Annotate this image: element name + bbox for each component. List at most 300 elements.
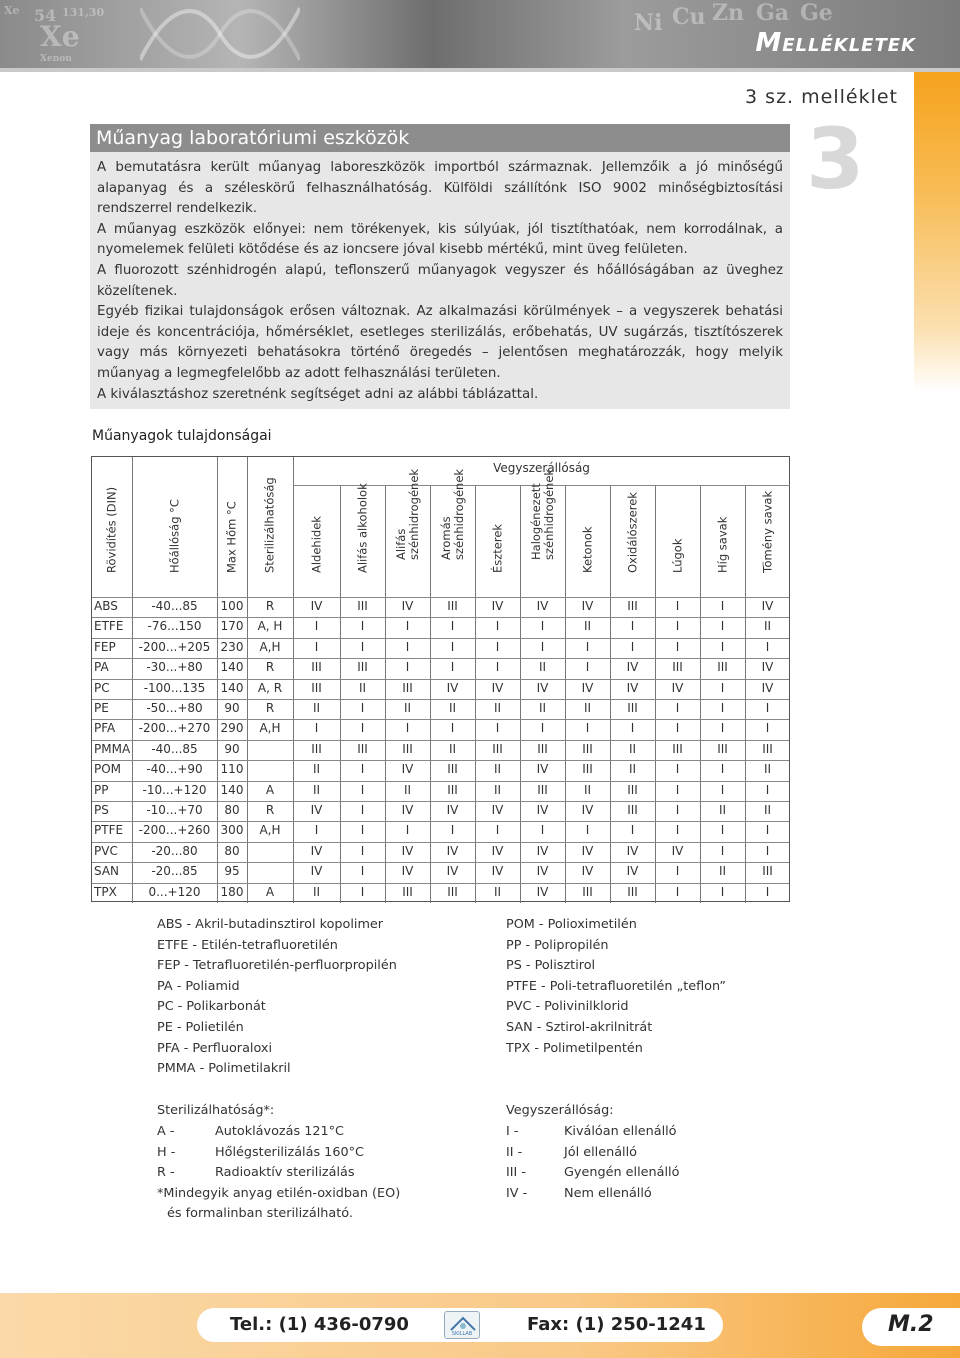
table-cell: III bbox=[627, 782, 638, 797]
table-cell: IV bbox=[491, 803, 504, 817]
table-row-label: PFA bbox=[94, 721, 116, 736]
table-cell: IV bbox=[536, 884, 549, 899]
table-cell: I bbox=[360, 823, 365, 838]
table-row-label: PVC bbox=[94, 843, 118, 858]
table-cell: A, H bbox=[257, 619, 283, 634]
table-row-label: PE bbox=[94, 701, 109, 715]
table-cell: I bbox=[360, 864, 365, 879]
table-row-label: ABS bbox=[94, 599, 118, 613]
table-cell: I bbox=[720, 884, 725, 899]
abbreviation: ETFE - Etilén-tetrafluoretilén bbox=[157, 937, 338, 953]
column-header bbox=[660, 476, 696, 586]
table-cell: -30...+80 bbox=[146, 660, 203, 675]
table-cell: I bbox=[585, 660, 590, 675]
table-cell: A,H bbox=[259, 721, 281, 736]
table-cell: R bbox=[265, 599, 275, 613]
abbreviation: PFA - Perfluoraloxi bbox=[157, 1040, 273, 1056]
table-cell: II bbox=[403, 782, 412, 797]
table-row-label: ETFE bbox=[94, 619, 124, 634]
table-cell: I bbox=[765, 843, 770, 858]
table-cell: II bbox=[403, 701, 412, 715]
table-cell: I bbox=[720, 823, 725, 838]
table-cell: III bbox=[537, 741, 548, 756]
table-cell: III bbox=[311, 680, 322, 695]
table-cell: -200...+270 bbox=[138, 721, 211, 736]
header-banner bbox=[0, 0, 960, 68]
table-cell: I bbox=[720, 843, 725, 858]
table-cell: -200...+260 bbox=[138, 823, 211, 838]
table-cell: I bbox=[630, 721, 635, 736]
column-header bbox=[214, 476, 250, 586]
info-title: Műanyag laboratóriumi eszközök bbox=[90, 124, 790, 152]
info-paragraph: Egyéb fizikai tulajdonságok erősen változnak. Az alkalmazási körülmények – a vegyszerek behatási ideje és koncentrációja, hőmérséklet, esetleges sterilizálás, erőbehatás, UV sugárzás, tisztítószerek vagy más környezeti behatásokra történő öregedés – jelentősen meghatározzák, hogy melyik műanyag a legmegfelelőbb az adott felhasználási területen. bbox=[97, 304, 783, 381]
banner-tile: 131,30 bbox=[62, 6, 105, 19]
table-cell: II bbox=[628, 741, 637, 756]
company-logo bbox=[444, 1311, 480, 1339]
table-cell: I bbox=[630, 823, 635, 838]
column-header bbox=[435, 468, 471, 586]
column-header bbox=[94, 476, 130, 586]
table-cell: I bbox=[405, 721, 410, 736]
table-cell bbox=[247, 759, 293, 779]
table-cell: I bbox=[675, 884, 680, 899]
table-cell: III bbox=[717, 741, 728, 756]
table-cell: III bbox=[447, 599, 458, 613]
table-cell: I bbox=[405, 639, 410, 654]
table-cell: III bbox=[447, 782, 458, 797]
table-cell: I bbox=[765, 721, 770, 736]
table-cell: I bbox=[495, 721, 500, 736]
banner-tile: Ga bbox=[756, 0, 790, 26]
table-cell: III bbox=[537, 782, 548, 797]
table-cell: II bbox=[583, 701, 592, 715]
table-cell: I bbox=[675, 823, 680, 838]
table-cell: 170 bbox=[220, 619, 244, 634]
table-cell: -10...+120 bbox=[142, 782, 207, 797]
abbreviation: PA - Poliamid bbox=[157, 978, 240, 994]
column-header bbox=[525, 468, 561, 586]
column-header bbox=[299, 476, 335, 586]
table-cell: III bbox=[357, 741, 368, 756]
table-cell: A, R bbox=[257, 680, 283, 695]
info-paragraph: A műanyag eszközök előnyei: nem törékenyek, kis súlyúak, jól tisztíthatóak, nem korrodálnak, a nyomelemek felületi kötődése és az ioncsere jóval kisebb mértékű, mint üveg felületen. bbox=[97, 221, 783, 258]
table-cell: II bbox=[493, 701, 502, 715]
table-cell: -200...+205 bbox=[138, 639, 211, 654]
banner-tile: Xe bbox=[4, 4, 20, 17]
sterilization-note: és formalinban sterilizálható. bbox=[167, 1206, 353, 1221]
table-cell: IV bbox=[401, 864, 414, 879]
table-cell: IV bbox=[491, 680, 504, 695]
table-cell: I bbox=[405, 619, 410, 634]
table-cell: I bbox=[314, 721, 319, 736]
table-cell: A,H bbox=[259, 823, 281, 838]
abbreviation: PMMA - Polimetilakril bbox=[157, 1061, 291, 1077]
table-cell: I bbox=[360, 843, 365, 858]
table-cell: IV bbox=[581, 680, 594, 695]
table-cell: IV bbox=[536, 762, 549, 777]
table-row-label: PC bbox=[94, 680, 110, 695]
table-cell: III bbox=[357, 660, 368, 675]
resistance-code: III - bbox=[506, 1165, 527, 1180]
table-cell: I bbox=[675, 721, 680, 736]
table-cell: II bbox=[493, 762, 502, 777]
resistance-code: II - bbox=[506, 1145, 523, 1160]
table-cell: -20...85 bbox=[151, 864, 198, 879]
table-cell: III bbox=[582, 741, 593, 756]
banner-tile: Ge bbox=[800, 0, 833, 26]
column-header bbox=[705, 476, 741, 586]
table-cell: II bbox=[583, 619, 592, 634]
column-header bbox=[252, 476, 288, 586]
table-cell: III bbox=[762, 741, 773, 756]
table-cell: IV bbox=[626, 680, 639, 695]
table-cell: II bbox=[538, 660, 547, 675]
table-cell: III bbox=[447, 884, 458, 899]
table-row-label: PS bbox=[94, 803, 109, 817]
appendix-label: 3 sz. melléklet bbox=[745, 86, 898, 108]
table-cell: IV bbox=[310, 864, 323, 879]
table-cell: I bbox=[360, 701, 365, 715]
table-row-label: FEP bbox=[94, 639, 116, 654]
table-cell: 140 bbox=[220, 782, 244, 797]
table-cell: IV bbox=[310, 843, 323, 858]
sterilization-code: A - bbox=[157, 1124, 175, 1139]
table-cell: III bbox=[762, 864, 773, 879]
table-cell: 90 bbox=[224, 701, 240, 715]
table-cell: IV bbox=[446, 843, 459, 858]
abbreviations-left bbox=[157, 915, 397, 1080]
table-cell: III bbox=[627, 803, 638, 817]
table-cell: IV bbox=[491, 864, 504, 879]
column-header bbox=[345, 476, 381, 586]
table-cell: II bbox=[763, 803, 772, 817]
table-cell bbox=[247, 841, 293, 861]
table-cell: I bbox=[495, 660, 500, 675]
table-cell: I bbox=[360, 639, 365, 654]
sterilization-note: *Mindegyik anyag etilén-oxidban (EO) bbox=[157, 1186, 401, 1201]
abbreviation: PS - Polisztirol bbox=[506, 958, 596, 974]
table-cell: 180 bbox=[220, 884, 244, 899]
table-cell: IV bbox=[310, 599, 323, 613]
column-header-label: Híg savak bbox=[715, 516, 729, 573]
sterilization-desc: Autoklávozás 121°C bbox=[215, 1124, 344, 1139]
table-cell: II bbox=[312, 701, 321, 715]
table-cell: IV bbox=[491, 843, 504, 858]
table-cell: IV bbox=[401, 599, 414, 613]
column-header bbox=[480, 476, 516, 586]
footer-fax: Fax: (1) 250-1241 bbox=[527, 1314, 706, 1335]
column-header-label: Halogénezett szénhidrogének bbox=[528, 468, 556, 560]
table-cell: I bbox=[630, 619, 635, 634]
table-cell: III bbox=[447, 762, 458, 777]
table-cell: IV bbox=[761, 680, 774, 695]
column-header-label: Max Hőm °C bbox=[224, 501, 239, 573]
table-cell: IV bbox=[491, 599, 504, 613]
table-cell: I bbox=[675, 599, 680, 613]
table-cell: IV bbox=[581, 843, 594, 858]
table-row-label: PMMA bbox=[94, 741, 131, 756]
table-cell: IV bbox=[581, 599, 594, 613]
table-cell: I bbox=[675, 803, 680, 817]
table-cell: I bbox=[765, 639, 770, 654]
column-header-label: Alifás szénhidrogének bbox=[393, 468, 421, 560]
banner-stripe bbox=[0, 68, 960, 72]
table-cell: III bbox=[311, 741, 322, 756]
table-cell: II bbox=[312, 782, 321, 797]
logo-text: SKILLAB bbox=[451, 1331, 473, 1337]
table-cell: I bbox=[675, 782, 680, 797]
table-cell: I bbox=[765, 823, 770, 838]
table-cell: IV bbox=[536, 599, 549, 613]
table-cell: 230 bbox=[220, 639, 244, 654]
banner-tile: Ni bbox=[634, 10, 663, 36]
table-cell: 300 bbox=[220, 823, 244, 838]
table-cell: I bbox=[405, 823, 410, 838]
column-header-label: Aromás szénhidrogének bbox=[438, 468, 466, 560]
table-cell: I bbox=[585, 639, 590, 654]
sterilization-code: R - bbox=[157, 1165, 175, 1180]
table-row-label: PP bbox=[94, 782, 109, 797]
column-header bbox=[157, 476, 193, 586]
table-cell: II bbox=[718, 803, 727, 817]
table-cell: R bbox=[265, 701, 275, 715]
dna-helix-icon bbox=[140, 0, 300, 68]
table-cell: III bbox=[402, 741, 413, 756]
table-cell: -40...85 bbox=[151, 741, 198, 756]
table-cell: -100...135 bbox=[143, 680, 206, 695]
table-cell: I bbox=[720, 599, 725, 613]
banner-title: Mellékletek bbox=[755, 28, 916, 58]
table-cell: 0...+120 bbox=[148, 884, 201, 899]
table-cell: III bbox=[627, 701, 638, 715]
table-cell: I bbox=[314, 823, 319, 838]
table-cell: I bbox=[314, 639, 319, 654]
table-cell: II bbox=[358, 680, 367, 695]
table-row-label: TPX bbox=[94, 884, 117, 899]
table-cell: III bbox=[672, 741, 683, 756]
info-paragraph: A kiválasztáshoz szeretnénk segítséget adni az alábbi táblázattal. bbox=[97, 386, 539, 402]
abbreviation: POM - Polioximetilén bbox=[506, 917, 637, 932]
column-header-label: Észterek bbox=[490, 523, 504, 573]
column-header bbox=[570, 476, 606, 586]
table-group-header: Vegyszerállóság bbox=[493, 461, 590, 475]
table-cell: I bbox=[360, 762, 365, 777]
table-cell: III bbox=[402, 884, 413, 899]
table-cell: III bbox=[402, 680, 413, 695]
abbreviations-right bbox=[506, 915, 726, 1059]
table-cell: IV bbox=[671, 843, 684, 858]
table-cell: I bbox=[675, 701, 680, 715]
table-cell: I bbox=[720, 721, 725, 736]
table-cell: IV bbox=[626, 843, 639, 858]
table-cell: II bbox=[448, 741, 457, 756]
table-cell: I bbox=[360, 721, 365, 736]
banner-tile: Xenon bbox=[40, 54, 72, 64]
table-row-label: SAN bbox=[94, 864, 120, 879]
table-cell: 95 bbox=[224, 864, 240, 879]
table-cell: IV bbox=[761, 599, 774, 613]
table-cell: I bbox=[405, 660, 410, 675]
table-cell: A bbox=[265, 782, 275, 797]
table-cell: II bbox=[493, 782, 502, 797]
table-cell: IV bbox=[446, 803, 459, 817]
table-cell: II bbox=[538, 701, 547, 715]
table-cell: I bbox=[495, 639, 500, 654]
table-cell: I bbox=[450, 721, 455, 736]
table-cell: I bbox=[765, 701, 770, 715]
abbreviation: SAN - Sztirol-akrilnitrát bbox=[506, 1019, 653, 1035]
banner-tile: Xe bbox=[40, 20, 80, 53]
table-cell: A bbox=[265, 884, 275, 899]
table-cell: I bbox=[450, 660, 455, 675]
table-cell: II bbox=[448, 701, 457, 715]
column-header bbox=[390, 468, 426, 586]
table-cell: I bbox=[314, 619, 319, 634]
sterilization-desc: Hőlégsterilizálás 160°C bbox=[215, 1145, 364, 1160]
table-cell: I bbox=[675, 619, 680, 634]
column-header-label: Hőállóság °C bbox=[167, 499, 181, 573]
table-cell: I bbox=[450, 619, 455, 634]
table-cell: IV bbox=[401, 803, 414, 817]
abbreviation: TPX - Polimetilpentén bbox=[506, 1040, 643, 1056]
abbreviation: PVC - Polivinilklorid bbox=[506, 999, 629, 1015]
table-cell: I bbox=[360, 803, 365, 817]
table-cell: IV bbox=[626, 864, 639, 879]
table-cell: IV bbox=[626, 660, 639, 675]
abbreviation: PC - Polikarbonát bbox=[157, 999, 266, 1015]
table-cell: III bbox=[582, 884, 593, 899]
table-cell: I bbox=[360, 619, 365, 634]
table-cell: -76...150 bbox=[147, 619, 202, 634]
table-cell: III bbox=[311, 660, 322, 675]
table-cell: I bbox=[720, 639, 725, 654]
column-header-label: Aldehidek bbox=[309, 516, 323, 573]
table-cell: 90 bbox=[224, 741, 240, 756]
sterilization-code: H - bbox=[157, 1145, 176, 1160]
table-cell: II bbox=[628, 762, 637, 777]
table-cell: I bbox=[495, 619, 500, 634]
table-cell: I bbox=[720, 782, 725, 797]
resistance-desc: Nem ellenálló bbox=[564, 1186, 652, 1201]
info-text bbox=[97, 158, 783, 405]
column-header-label: Rövidítés (DIN) bbox=[104, 486, 118, 573]
table-cell: 140 bbox=[220, 660, 244, 675]
sterilization-desc: Radioaktív sterilizálás bbox=[215, 1165, 355, 1180]
table-cell: I bbox=[720, 701, 725, 715]
table-cell: I bbox=[720, 680, 725, 695]
info-box bbox=[90, 124, 790, 409]
table-cell: I bbox=[720, 619, 725, 634]
table-title: Műanyagok tulajdonságai bbox=[92, 428, 272, 444]
table-cell: A,H bbox=[259, 639, 281, 654]
table-cell: -40...+90 bbox=[146, 762, 203, 777]
table-cell: R bbox=[265, 660, 275, 675]
abbreviation: PE - Polietilén bbox=[157, 1019, 244, 1035]
table-cell: III bbox=[672, 660, 683, 675]
resistance-desc: Jól ellenálló bbox=[564, 1145, 637, 1160]
table-cell: I bbox=[585, 721, 590, 736]
table-cell: I bbox=[675, 762, 680, 777]
table-cell: IV bbox=[536, 680, 549, 695]
column-header-label: Sterilizálhatóság bbox=[262, 477, 277, 573]
resistance-desc: Gyengén ellenálló bbox=[564, 1165, 680, 1180]
abbreviation: PP - Polipropilén bbox=[506, 937, 609, 953]
table-cell: -20...80 bbox=[151, 843, 198, 858]
table-cell: III bbox=[357, 599, 368, 613]
column-header-label: Alifás alkoholok bbox=[355, 483, 369, 573]
table-cell: IV bbox=[401, 762, 414, 777]
table-cell: II bbox=[493, 884, 502, 899]
table-cell: IV bbox=[671, 680, 684, 695]
resistance-desc: Kiválóan ellenálló bbox=[564, 1124, 677, 1139]
table-cell: I bbox=[495, 823, 500, 838]
table-cell: IV bbox=[310, 803, 323, 817]
table-cell: I bbox=[360, 782, 365, 797]
table-cell: IV bbox=[581, 803, 594, 817]
table-row-label: PTFE bbox=[94, 823, 124, 838]
table-cell: II bbox=[312, 762, 321, 777]
table-cell: III bbox=[627, 599, 638, 613]
table-row-label: POM bbox=[94, 762, 122, 777]
table-cell: 110 bbox=[220, 762, 244, 777]
table-cell: I bbox=[675, 864, 680, 879]
table-cell: IV bbox=[446, 680, 459, 695]
table-cell: -50...+80 bbox=[146, 701, 203, 715]
table-cell: IV bbox=[446, 864, 459, 879]
abbreviation: FEP - Tetrafluoretilén-perfluorpropilén bbox=[157, 958, 397, 974]
table-cell: II bbox=[312, 884, 321, 899]
table-cell: I bbox=[540, 823, 545, 838]
table-cell: -10...+70 bbox=[146, 803, 203, 817]
table-cell bbox=[247, 739, 293, 759]
table-cell: II bbox=[583, 782, 592, 797]
table-cell: I bbox=[675, 639, 680, 654]
table-cell: II bbox=[763, 619, 772, 634]
abbreviation: PTFE - Poli-tetrafluoretilén „teflon” bbox=[506, 978, 727, 994]
table-cell: III bbox=[492, 741, 503, 756]
table-cell: 290 bbox=[220, 721, 244, 736]
table-cell: I bbox=[765, 884, 770, 899]
table-cell: 80 bbox=[224, 803, 240, 817]
side-strip bbox=[914, 72, 960, 392]
table-cell: III bbox=[582, 762, 593, 777]
sterilization-title: Sterilizálhatóság*: bbox=[157, 1103, 275, 1118]
table-cell: I bbox=[540, 639, 545, 654]
table-cell: III bbox=[717, 660, 728, 675]
table-cell: III bbox=[627, 884, 638, 899]
table-cell: I bbox=[540, 721, 545, 736]
column-header-label: Oxidálószerek bbox=[625, 492, 639, 573]
resistance-title: Vegyszerállóság: bbox=[506, 1103, 614, 1118]
table-cell: IV bbox=[761, 660, 774, 675]
table-cell: -40...85 bbox=[151, 599, 198, 613]
banner-tile: 54 bbox=[34, 6, 57, 25]
column-header bbox=[750, 476, 786, 586]
table-cell: IV bbox=[536, 843, 549, 858]
resistance-code: I - bbox=[506, 1124, 519, 1139]
footer-phone: Tel.: (1) 436-0790 bbox=[230, 1314, 409, 1335]
banner-tile: Zn bbox=[712, 0, 745, 26]
table-cell: I bbox=[450, 823, 455, 838]
banner-tile: Cu bbox=[672, 4, 706, 30]
column-header-label: Ketonok bbox=[580, 526, 594, 573]
table-cell: I bbox=[360, 884, 365, 899]
table-cell: I bbox=[765, 782, 770, 797]
table-cell: I bbox=[540, 619, 545, 634]
table-cell: IV bbox=[581, 864, 594, 879]
table-cell: IV bbox=[536, 864, 549, 879]
table-cell: I bbox=[585, 823, 590, 838]
